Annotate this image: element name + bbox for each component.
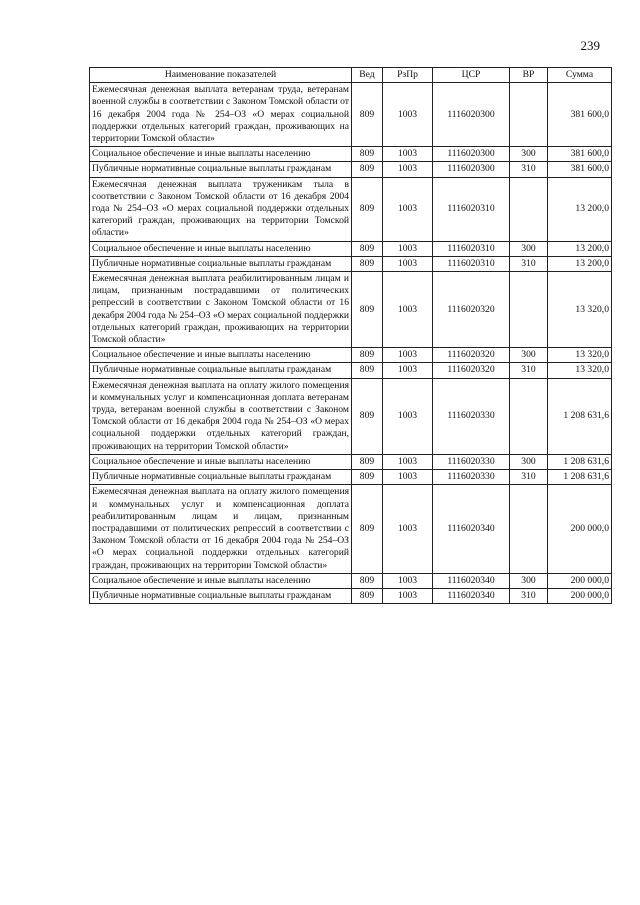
cell-vr: 300 (510, 348, 548, 363)
cell-sum: 1 208 631,6 (548, 470, 612, 485)
cell-sum: 200 000,0 (548, 588, 612, 603)
table-row (90, 485, 612, 573)
cell-ved: 809 (352, 378, 383, 454)
cell-vr (510, 485, 548, 573)
cell-vr: 310 (510, 470, 548, 485)
cell-ved: 809 (352, 241, 383, 256)
cell-csr: 1116020300 (433, 147, 510, 162)
cell-csr: 1116020300 (433, 83, 510, 147)
cell-name: Социальное обеспечение и иные выплаты населению (90, 348, 352, 363)
cell-rzpr: 1003 (383, 378, 433, 454)
cell-rzpr: 1003 (383, 363, 433, 378)
cell-ved: 809 (352, 573, 383, 588)
cell-vr (510, 272, 548, 348)
table-row (90, 573, 612, 588)
cell-rzpr: 1003 (383, 588, 433, 603)
header-csr: ЦСР (433, 68, 510, 83)
cell-sum: 13 200,0 (548, 241, 612, 256)
cell-ved: 809 (352, 485, 383, 573)
cell-csr: 1116020320 (433, 272, 510, 348)
cell-csr: 1116020330 (433, 470, 510, 485)
cell-name: Социальное обеспечение и иные выплаты населению (90, 241, 352, 256)
cell-vr: 310 (510, 256, 548, 271)
cell-sum: 381 600,0 (548, 83, 612, 147)
table-row (90, 147, 612, 162)
cell-rzpr: 1003 (383, 348, 433, 363)
cell-vr: 300 (510, 573, 548, 588)
cell-ved: 809 (352, 454, 383, 469)
cell-csr: 1116020310 (433, 177, 510, 241)
cell-sum: 13 320,0 (548, 363, 612, 378)
cell-ved: 809 (352, 256, 383, 271)
cell-name: Публичные нормативные социальные выплаты гражданам (90, 470, 352, 485)
cell-sum: 13 320,0 (548, 272, 612, 348)
cell-vr (510, 177, 548, 241)
header-vr: ВР (510, 68, 548, 83)
cell-ved: 809 (352, 348, 383, 363)
cell-csr: 1116020330 (433, 378, 510, 454)
cell-vr: 310 (510, 363, 548, 378)
cell-rzpr: 1003 (383, 272, 433, 348)
header-rzpr: РзПр (383, 68, 433, 83)
table-row (90, 470, 612, 485)
cell-name: Ежемесячная денежная выплата ветеранам труда, ветеранам военной службы в соответствии с Законом Томской области от 16 декабря 2004 года № 254–ОЗ «О мерах социальной поддержки отдельных категорий граждан, проживающих на территории Томской области» (90, 83, 352, 147)
table-row (90, 272, 612, 348)
cell-ved: 809 (352, 588, 383, 603)
cell-sum: 13 200,0 (548, 177, 612, 241)
cell-csr: 1116020330 (433, 454, 510, 469)
cell-vr: 300 (510, 241, 548, 256)
cell-ved: 809 (352, 162, 383, 177)
cell-rzpr: 1003 (383, 470, 433, 485)
cell-name: Ежемесячная денежная выплата труженикам тыла в соответствии с Законом Томской области от 16 декабря 2004 года № 254–ОЗ «О мерах социальной поддержки отдельных категорий граждан, проживающих на территории Томской области» (90, 177, 352, 241)
cell-name: Публичные нормативные социальные выплаты гражданам (90, 588, 352, 603)
cell-ved: 809 (352, 363, 383, 378)
table-row (90, 588, 612, 603)
table-header-row (90, 68, 612, 83)
table-row (90, 177, 612, 241)
cell-ved: 809 (352, 177, 383, 241)
cell-name: Социальное обеспечение и иные выплаты населению (90, 147, 352, 162)
budget-table (89, 67, 612, 604)
cell-vr: 300 (510, 454, 548, 469)
cell-rzpr: 1003 (383, 241, 433, 256)
cell-sum: 13 320,0 (548, 348, 612, 363)
cell-rzpr: 1003 (383, 162, 433, 177)
cell-name: Публичные нормативные социальные выплаты гражданам (90, 363, 352, 378)
cell-name: Социальное обеспечение и иные выплаты населению (90, 454, 352, 469)
cell-sum: 381 600,0 (548, 147, 612, 162)
cell-rzpr: 1003 (383, 485, 433, 573)
cell-ved: 809 (352, 470, 383, 485)
cell-name: Публичные нормативные социальные выплаты гражданам (90, 162, 352, 177)
header-ved: Вед (352, 68, 383, 83)
cell-csr: 1116020340 (433, 588, 510, 603)
cell-sum: 1 208 631,6 (548, 454, 612, 469)
cell-rzpr: 1003 (383, 573, 433, 588)
table-row (90, 83, 612, 147)
table-row (90, 363, 612, 378)
table-row (90, 162, 612, 177)
cell-sum: 13 200,0 (548, 256, 612, 271)
cell-name: Ежемесячная денежная выплата на оплату жилого помещения и коммунальных услуг и компенсационная доплата ветеранам труда, ветеранам военной службы в соответствии с Законом Томской области от 16 декабря 2004 года № 254–ОЗ «О мерах социальной поддержки отдельных категорий граждан, проживающих на территории Томской области» (90, 378, 352, 454)
page-number: 239 (580, 38, 600, 53)
cell-ved: 809 (352, 83, 383, 147)
cell-vr: 300 (510, 147, 548, 162)
cell-sum: 381 600,0 (548, 162, 612, 177)
cell-name: Публичные нормативные социальные выплаты гражданам (90, 256, 352, 271)
cell-csr: 1116020310 (433, 241, 510, 256)
table-row (90, 241, 612, 256)
cell-csr: 1116020300 (433, 162, 510, 177)
cell-csr: 1116020320 (433, 363, 510, 378)
cell-name: Социальное обеспечение и иные выплаты населению (90, 573, 352, 588)
header-sum: Сумма (548, 68, 612, 83)
cell-ved: 809 (352, 272, 383, 348)
header-name: Наименование показателей (90, 68, 352, 83)
cell-sum: 200 000,0 (548, 485, 612, 573)
cell-ved: 809 (352, 147, 383, 162)
cell-rzpr: 1003 (383, 454, 433, 469)
table-row (90, 454, 612, 469)
table-row (90, 348, 612, 363)
table-row (90, 256, 612, 271)
cell-rzpr: 1003 (383, 83, 433, 147)
cell-vr (510, 83, 548, 147)
cell-rzpr: 1003 (383, 256, 433, 271)
cell-csr: 1116020340 (433, 573, 510, 588)
table-row (90, 378, 612, 454)
cell-vr: 310 (510, 162, 548, 177)
cell-name: Ежемесячная денежная выплата реабилитированным лицам и лицам, признанным пострадавшими от политических репрессий в соответствии с Законом Томской области от 16 декабря 2004 года № 254–ОЗ «О мерах социальной поддержки отдельных категорий граждан, проживающих на территории Томской области» (90, 272, 352, 348)
cell-rzpr: 1003 (383, 147, 433, 162)
cell-vr (510, 378, 548, 454)
cell-rzpr: 1003 (383, 177, 433, 241)
cell-csr: 1116020340 (433, 485, 510, 573)
cell-vr: 310 (510, 588, 548, 603)
cell-sum: 200 000,0 (548, 573, 612, 588)
cell-sum: 1 208 631,6 (548, 378, 612, 454)
cell-csr: 1116020320 (433, 348, 510, 363)
cell-csr: 1116020310 (433, 256, 510, 271)
cell-name: Ежемесячная денежная выплата на оплату жилого помещения и коммунальных услуг и компенсационная доплата реабилитированным лицам и лицам, признанным пострадавшими от политических репрессий в соответствии с Законом Томской области от 16 декабря 2004 года № 254–ОЗ «О мерах социальной поддержки отдельных категорий граждан, проживающих на территории Томской области» (90, 485, 352, 573)
